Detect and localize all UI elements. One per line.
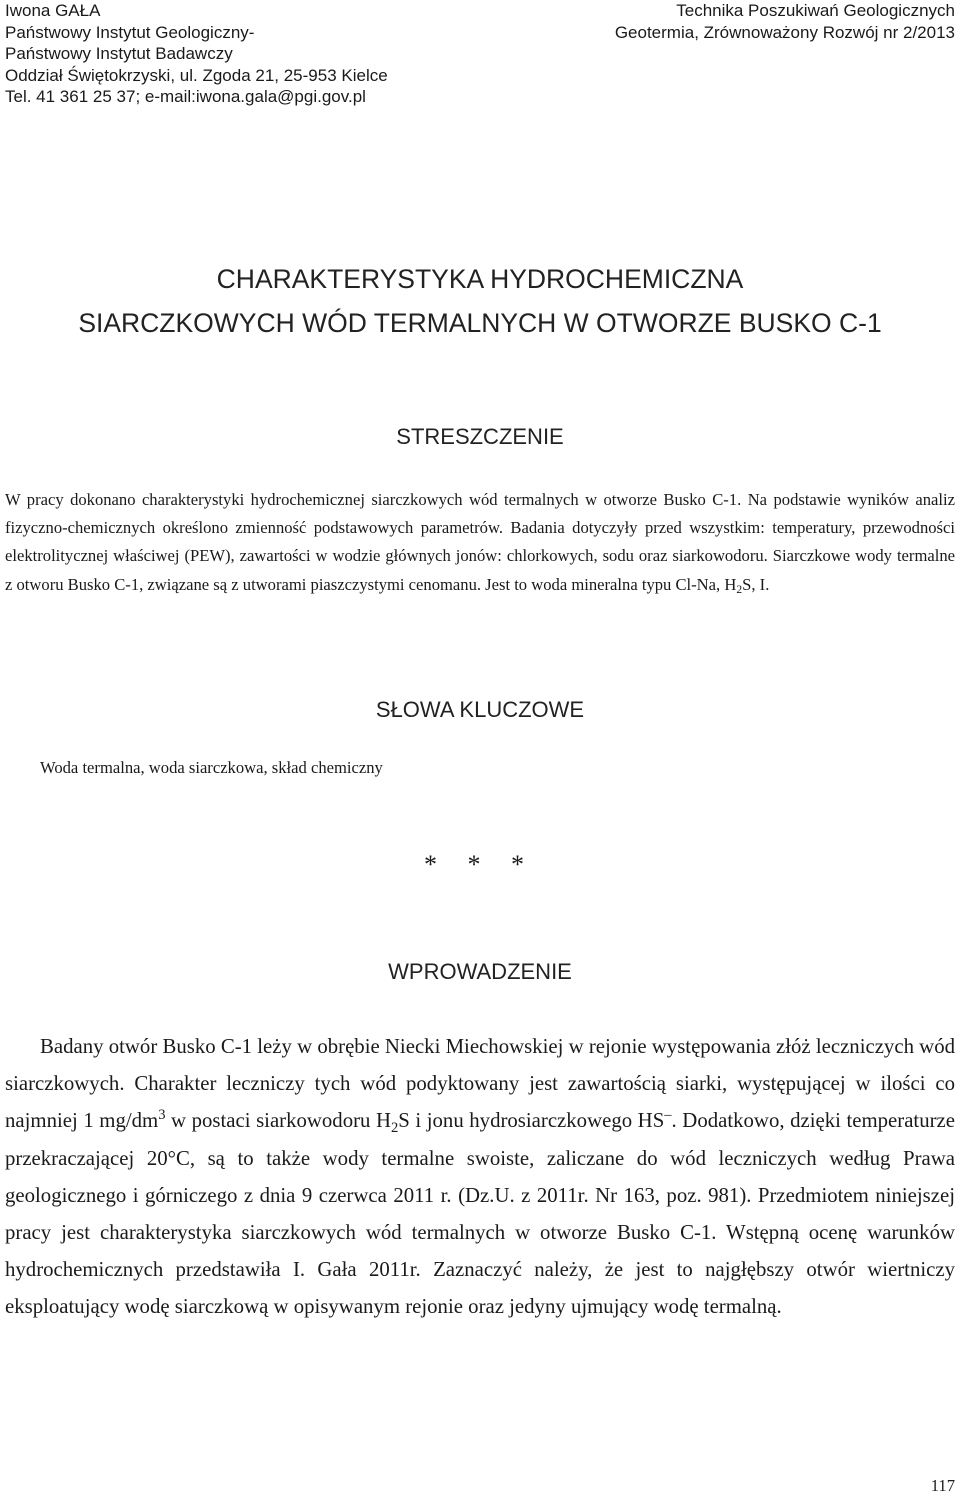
abstract-text-main: W pracy dokonano charakterystyki hydrochemicznej siarczkowych wód termalnych w otworze Busko C-1. Na podstawie wyników analiz fizyczno-chemicznych określono zmienność podstawowych parametrów. Badania dotyczyły przed wszystkim: temperatury, przewodności elektrolitycznej właściwej (PEW), zawartości w wodzie głównych jonów: chlorkowych, sodu oraz siarkowodoru. Siarczkowe wody termalne z otworu Busko C-1, związane są z utworami piaszczystymi cenomanu. Jest to woda mineralna typu Cl-Na, H xyxy=(5,490,955,594)
intro-sub1: 2 xyxy=(391,1119,399,1136)
keywords-text: Woda termalna, woda siarczkowa, skład chemiczny xyxy=(40,758,383,777)
intro-sup2: – xyxy=(664,1107,672,1124)
page-number: 117 xyxy=(930,1476,955,1495)
abstract-text-end: S, I. xyxy=(742,574,770,594)
intro-part2: w postaci siarkowodoru H xyxy=(165,1109,392,1133)
intro-sup1: 3 xyxy=(158,1107,166,1124)
paper-title-line1: CHARAKTERYSTYKA HYDROCHEMICZNA xyxy=(216,264,744,294)
author-contact: Tel. 41 361 25 37; e-mail:iwona.gala@pgi.gov.pl xyxy=(5,87,366,106)
abstract-subscript: 2 xyxy=(736,583,743,597)
author-affiliation-line2: Państwowy Instytut Badawczy xyxy=(5,44,233,63)
intro-part1: Badany otwór Busko C-1 leży w obrębie Niecki Miechowskiej w rejonie występowania złóż leczniczych wód siarczkowych. Charakter leczniczy tych wód podyktowany jest zawartością siarki, występującej w ilości co najmniej 1 mg/dm xyxy=(5,1035,955,1133)
author-name: Iwona GAŁA xyxy=(5,1,101,20)
author-affiliation-line1: Państwowy Instytut Geologiczny- xyxy=(5,22,255,42)
intro-part3: S i jonu hydrosiarczkowego HS xyxy=(398,1109,665,1133)
abstract-paragraph xyxy=(5,486,955,599)
keywords-heading: SŁOWA KLUCZOWE xyxy=(375,697,585,722)
section-separator: * * * xyxy=(424,850,536,879)
journal-name: Technika Poszukiwań Geologicznych xyxy=(676,1,955,20)
author-address: Oddział Świętokrzyski, ul. Zgoda 21, 25-953 Kielce xyxy=(5,65,388,85)
journal-issue: Geotermia, Zrównoważony Rozwój nr 2/2013 xyxy=(614,22,955,42)
paper-title xyxy=(0,257,960,345)
introduction-paragraph xyxy=(5,1028,955,1326)
intro-part4: . Dodatkowo, dzięki temperaturze przekraczającej 20°C, są to także wody termalne swoiste, zaliczane do wód leczniczych według Prawa geologicznego i górniczego z dnia 9 czerwca 2011 r. (Dz.U. z 2011r. Nr 163, poz. 981). Przedmiotem niniejszej pracy jest charakterystyka siarczkowych wód termalnych w otworze Busko C-1. Wstępną ocenę warunków hydrochemicznych przedstawiła I. Gała 2011r. Zaznaczyć należy, że jest to najgłębszy otwór wiertniczy eksploatujący wodę siarczkową w opisywanym rejonie oraz jedyny ujmujący wodę termalną. xyxy=(5,1109,955,1319)
author-block xyxy=(5,0,475,108)
abstract-heading: STRESZCZENIE xyxy=(396,424,564,449)
journal-block xyxy=(485,0,955,43)
paper-title-line2: SIARCZKOWYCH WÓD TERMALNYCH W OTWORZE BUSKO C-1 xyxy=(78,308,882,338)
introduction-heading: WPROWADZENIE xyxy=(388,959,572,984)
